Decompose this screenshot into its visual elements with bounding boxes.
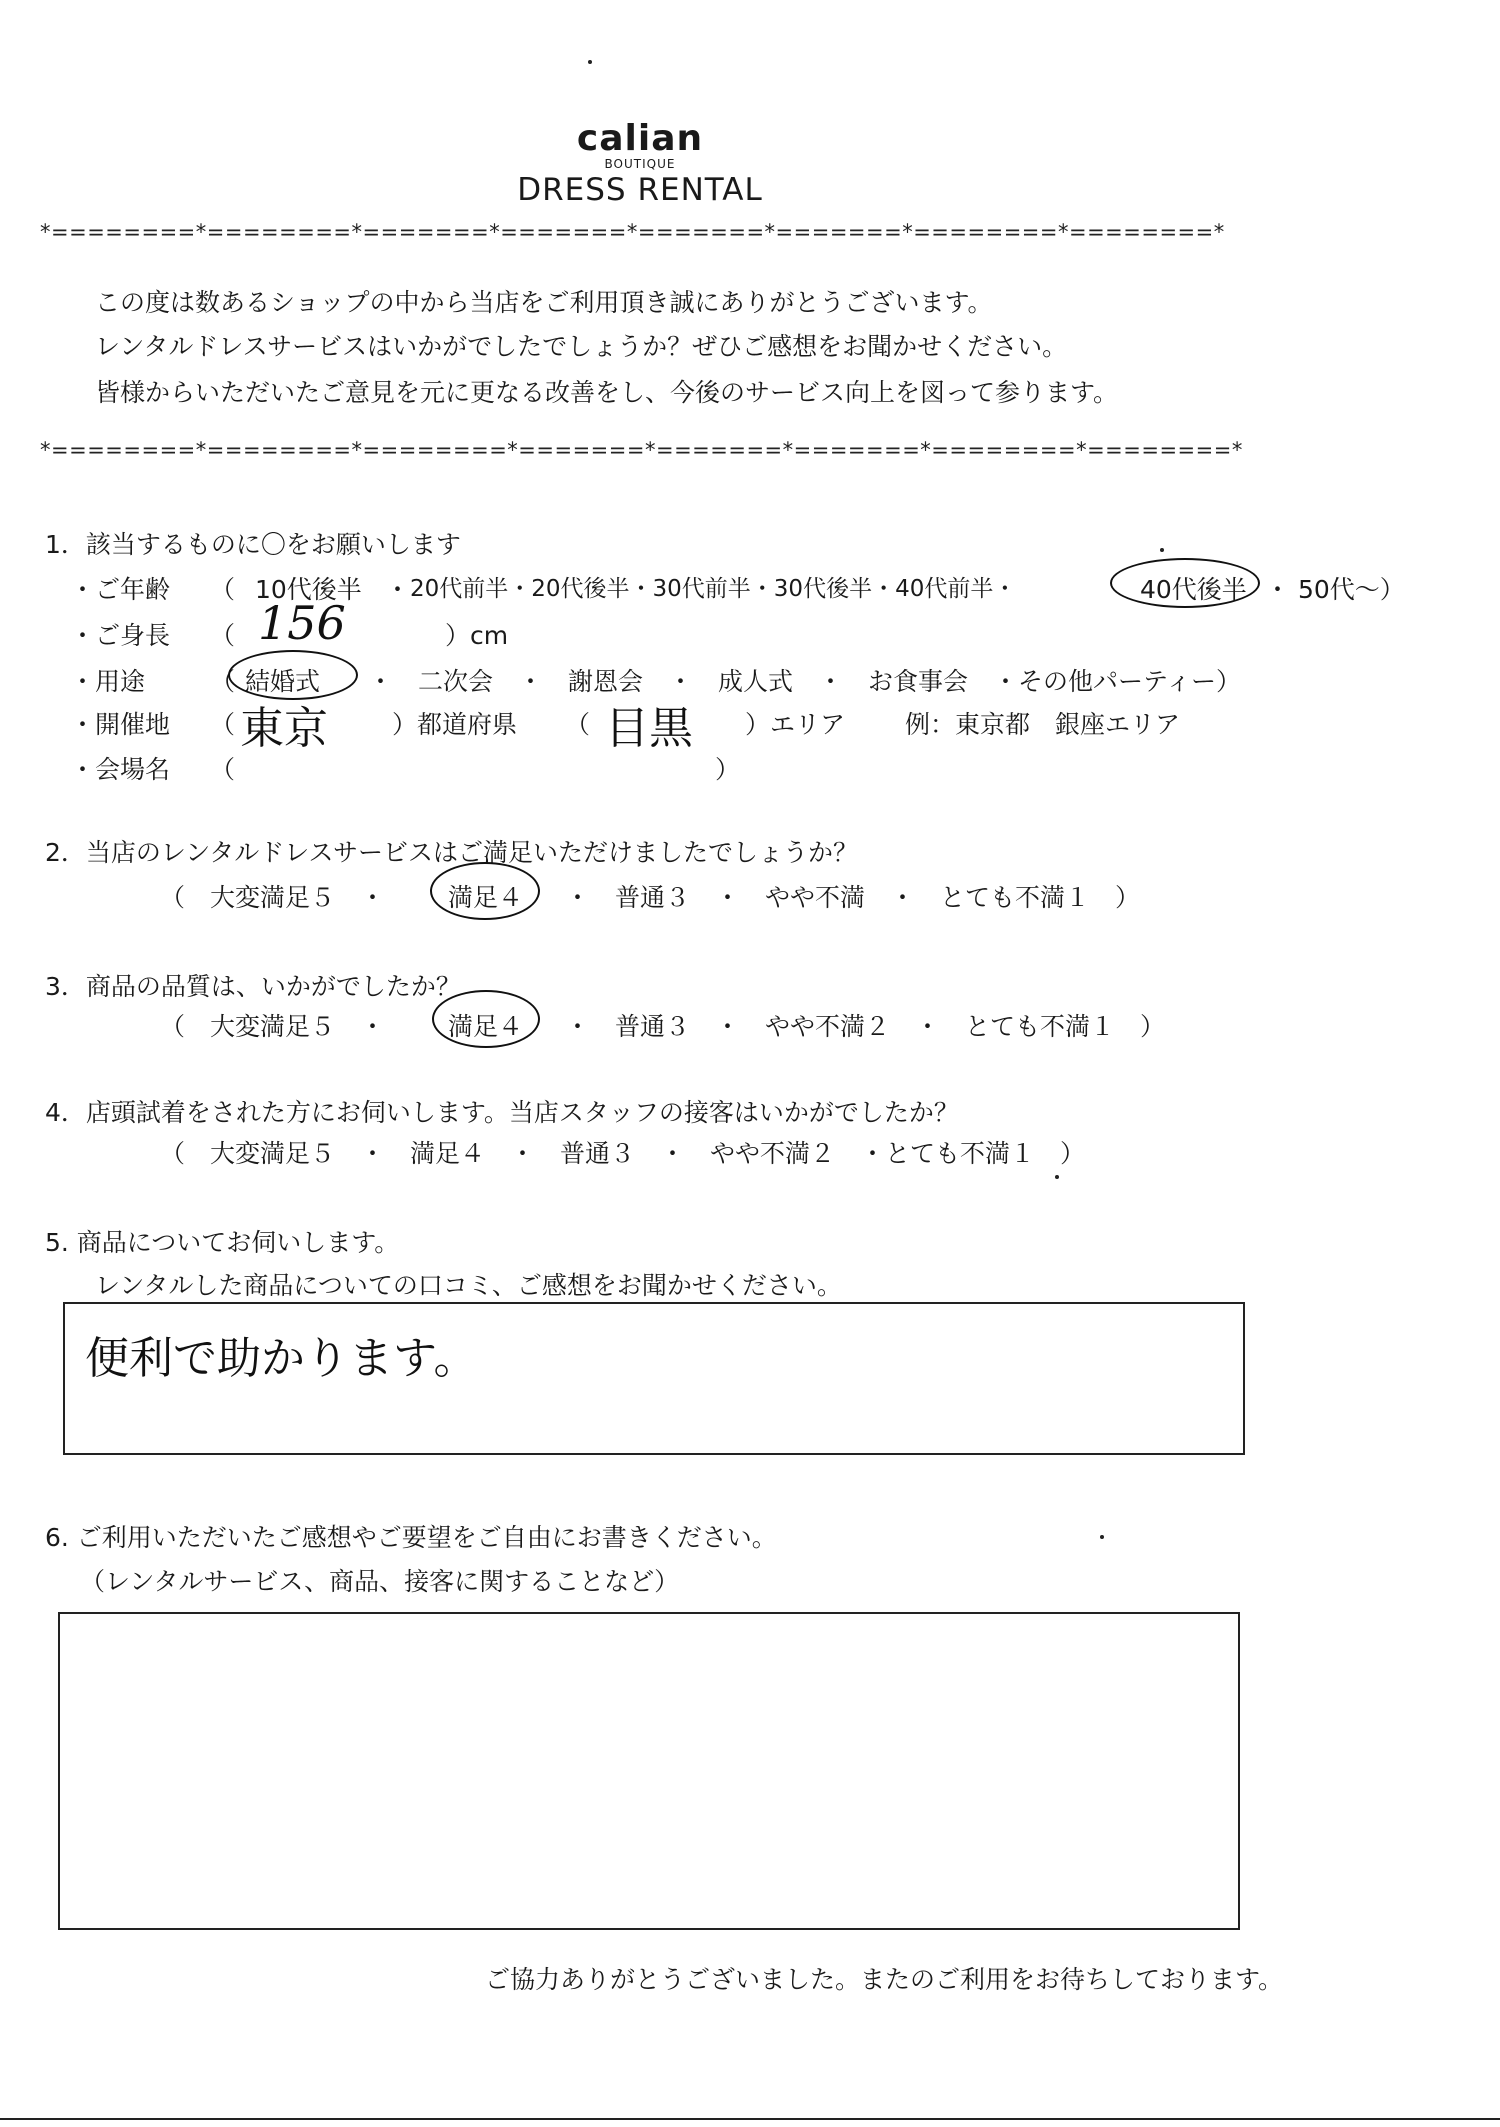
q3-option-selected: 満足４	[448, 1012, 524, 1041]
bottom-edge-line	[0, 2118, 1500, 2120]
q1-venue-name-open: （	[210, 755, 236, 784]
q1-age-option-selected: 40代後半	[1140, 575, 1247, 604]
selection-circle	[430, 862, 540, 920]
q1-venue-label: ・開催地	[70, 710, 171, 739]
scan-speck	[1100, 1535, 1104, 1539]
q4-options: （ 大変満足５ ・ 満足４ ・ 普通３ ・ やや不満２ ・とても不満１ ）	[160, 1139, 1086, 1168]
q5-title: 5. 商品についてお伺いします。	[45, 1228, 400, 1257]
q1-age-label: ・ご年齢	[70, 575, 171, 604]
q1-height-open: （	[210, 621, 236, 650]
brand-logo: calian	[576, 118, 704, 159]
q1-age-option-1: 10代後半	[255, 575, 362, 604]
q1-title: 1．該当するものに〇をお願いします	[45, 530, 461, 559]
brand-logo-sub: BOUTIQUE	[604, 157, 676, 171]
q1-prefecture-close: ）都道府県	[392, 710, 518, 739]
q1-purpose-label: ・用途	[70, 667, 146, 696]
q1-area-example: 例：東京都 銀座エリア	[905, 710, 1181, 739]
q4-title: 4．店頭試着をされた方にお伺いします。当店スタッフの接客はいかがでしたか？	[45, 1098, 959, 1127]
q1-venue-name-label: ・会場名	[70, 755, 171, 784]
q5-answer-text: 便利で助かります。	[85, 1333, 478, 1384]
q1-age-open: （	[210, 575, 236, 604]
form-title: DRESS RENTAL	[517, 172, 763, 208]
q1-age-option-last: ・ 50代〜）	[1265, 575, 1405, 604]
scan-speck	[1160, 548, 1164, 552]
q6-title: 6. ご利用いただいたご感想やご要望をご自由にお書きください。	[45, 1523, 777, 1552]
q6-answer-box[interactable]	[58, 1612, 1240, 1930]
q3-options-right: ・ 普通３ ・ やや不満２ ・ とても不満１ ）	[565, 1012, 1166, 1041]
q2-options-left: （ 大変満足５ ・	[160, 883, 386, 912]
divider-bottom: *========*========*========*=======*=======*=======*========*========*	[40, 438, 1243, 462]
q1-prefecture-value: 東京	[240, 703, 328, 754]
q5-subtitle: レンタルした商品についての口コミ、ご感想をお聞かせください。	[95, 1271, 842, 1300]
intro-line-1: この度は数あるショップの中から当店をご利用頂き誠にありがとうございます。	[95, 288, 993, 317]
q1-purpose-open: （	[210, 667, 236, 696]
intro-line-2: レンタルドレスサービスはいかがでしたでしょうか？ぜひご感想をお聞かせください。	[95, 332, 1068, 361]
q3-options-left: （ 大変満足５ ・	[160, 1012, 386, 1041]
q1-venue-name-close: ）	[715, 755, 741, 784]
q1-area-open: （	[565, 710, 591, 739]
q1-venue-open: （	[210, 710, 236, 739]
q1-purpose-selected: 結婚式	[245, 667, 321, 696]
scan-speck	[588, 60, 592, 64]
q1-age-sep: ・	[385, 575, 411, 604]
selection-circle	[432, 990, 540, 1048]
q3-title: 3．商品の品質は、いかがでしたか？	[45, 972, 461, 1001]
selection-circle	[1110, 558, 1260, 608]
q1-height-value: 156	[258, 596, 346, 650]
q1-height-close: ）cm	[445, 621, 509, 650]
q2-title: 2．当店のレンタルドレスサービスはご満足いただけましたでしょうか？	[45, 838, 859, 867]
q1-area-close: ）エリア	[745, 710, 846, 739]
q1-age-options-mid: 20代前半・20代後半・30代前半・30代後半・40代前半・	[410, 576, 1017, 602]
q6-subtitle: （レンタルサービス、商品、接客に関することなど）	[80, 1567, 680, 1596]
q2-options-right: ・ 普通３ ・ やや不満 ・ とても不満１ ）	[565, 883, 1141, 912]
q1-purpose-rest: ・ 二次会 ・ 謝恩会 ・ 成人式 ・ お食事会 ・その他パーティー）	[368, 667, 1242, 696]
divider-top: *========*========*=======*=======*=======*=======*========*========*	[40, 220, 1225, 244]
q1-area-value: 目黒	[605, 703, 693, 754]
q2-option-selected: 満足４	[448, 883, 524, 912]
q1-height-label: ・ご身長	[70, 621, 171, 650]
scan-speck	[1055, 1175, 1059, 1179]
footer-thanks: ご協力ありがとうございました。またのご利用をお待ちしております。	[485, 1965, 1284, 1994]
intro-line-3: 皆様からいただいたご意見を元に更なる改善をし、今後のサービス向上を図って参ります。	[95, 378, 1119, 407]
